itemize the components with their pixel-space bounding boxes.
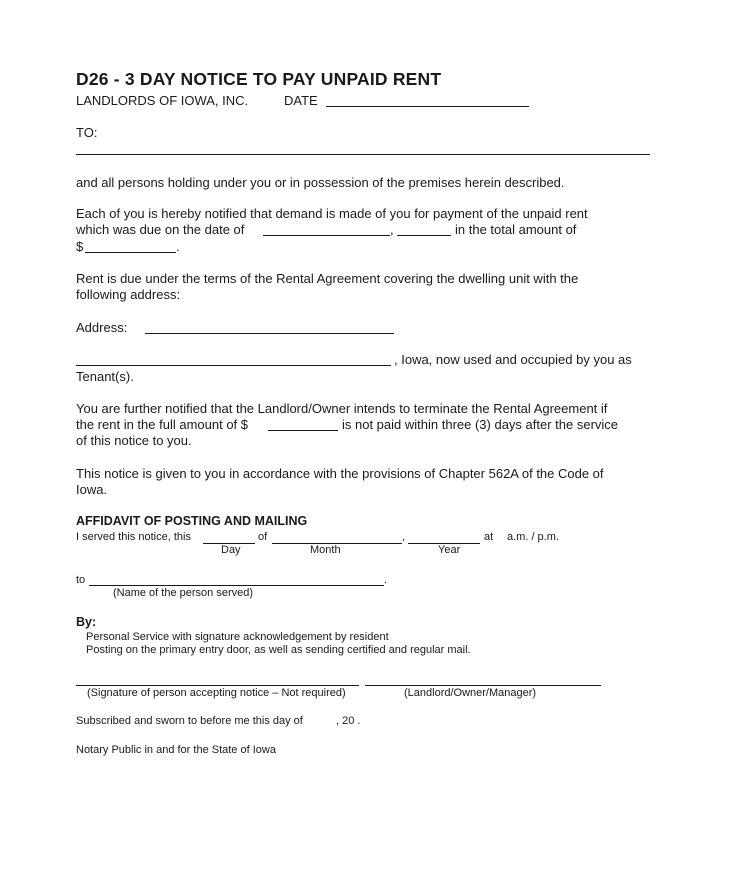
dollar-sign: $ <box>76 239 84 254</box>
at-label: at <box>484 531 494 543</box>
total-amount-label: in the total amount of <box>455 222 577 237</box>
year-twenty-text: , 20 . <box>336 715 361 727</box>
amount-period: . <box>176 239 180 254</box>
paragraph-demand-line1: Each of you is hereby notified that demand is made of you for payment of the unpaid rent <box>76 206 588 221</box>
person-served-caption: (Name of the person served) <box>113 587 254 599</box>
month-caption: Month <box>310 544 341 556</box>
full-amount-field[interactable] <box>268 430 338 431</box>
due-date-comma: , <box>390 222 394 237</box>
address-city-field[interactable] <box>76 365 391 366</box>
by-posting: Posting on the primary entry door, as well as sending certified and regular mail. <box>86 644 471 656</box>
address-field[interactable] <box>145 333 394 334</box>
paragraph-chapter-line1: This notice is given to you in accordance with the provisions of Chapter 562A of the Code of <box>76 466 604 481</box>
year-caption: Year <box>438 544 461 556</box>
tenant-signature-caption: (Signature of person accepting notice – Not required) <box>87 687 346 699</box>
by-heading: By: <box>76 615 97 629</box>
landlord-signature-caption: (Landlord/Owner/Manager) <box>404 687 537 699</box>
paragraph-chapter-line2: Iowa. <box>76 482 108 497</box>
of-label: of <box>258 531 268 543</box>
to-served-label: to <box>76 574 86 586</box>
affidavit-heading: AFFIDAVIT OF POSTING AND MAILING <box>76 514 308 528</box>
paragraph-rental-line1: Rent is due under the terms of the Rental Agreement covering the dwelling unit with the <box>76 271 579 286</box>
paragraph-terminate-line1: You are further notified that the Landlord/Owner intends to terminate the Rental Agreement if <box>76 401 608 416</box>
person-served-field[interactable] <box>89 585 384 586</box>
subscribed-text: Subscribed and sworn to before me this day of <box>76 715 303 727</box>
day-caption: Day <box>221 544 241 556</box>
to-served-period: . <box>384 574 388 586</box>
date-label: DATE <box>284 93 318 108</box>
iowa-occupied-text: , Iowa, now used and occupied by you as <box>394 352 632 367</box>
served-label: I served this notice, this <box>76 531 191 543</box>
address-label: Address: <box>76 320 128 335</box>
total-amount-field[interactable] <box>85 252 176 253</box>
full-amount-label: the rent in the full amount of $ <box>76 417 248 432</box>
by-personal-service: Personal Service with signature acknowledgement by resident <box>86 631 389 643</box>
ampm-label: a.m. / p.m. <box>507 531 559 543</box>
paragraph-rental-line2: following address: <box>76 287 181 302</box>
paragraph-holders: and all persons holding under you or in possession of the premises herein described. <box>76 175 565 190</box>
due-year-field[interactable] <box>397 235 451 236</box>
served-comma: , <box>402 531 406 543</box>
due-date-field[interactable] <box>263 235 390 236</box>
notary-text: Notary Public in and for the State of Iowa <box>76 744 276 756</box>
date-field[interactable] <box>326 106 529 107</box>
tenant-signature-field[interactable] <box>76 685 359 686</box>
tenants-text: Tenant(s). <box>76 369 134 384</box>
paragraph-terminate-line2b: is not paid within three (3) days after the service <box>342 417 619 432</box>
paragraph-terminate-line3: of this notice to you. <box>76 433 192 448</box>
recipient-field[interactable] <box>76 154 650 155</box>
landlord-signature-field[interactable] <box>365 685 601 686</box>
document-title: D26 - 3 DAY NOTICE TO PAY UNPAID RENT <box>76 69 442 89</box>
due-date-label: which was due on the date of <box>76 222 245 237</box>
to-label: TO: <box>76 125 98 140</box>
organization-name: LANDLORDS OF IOWA, INC. <box>76 93 249 108</box>
